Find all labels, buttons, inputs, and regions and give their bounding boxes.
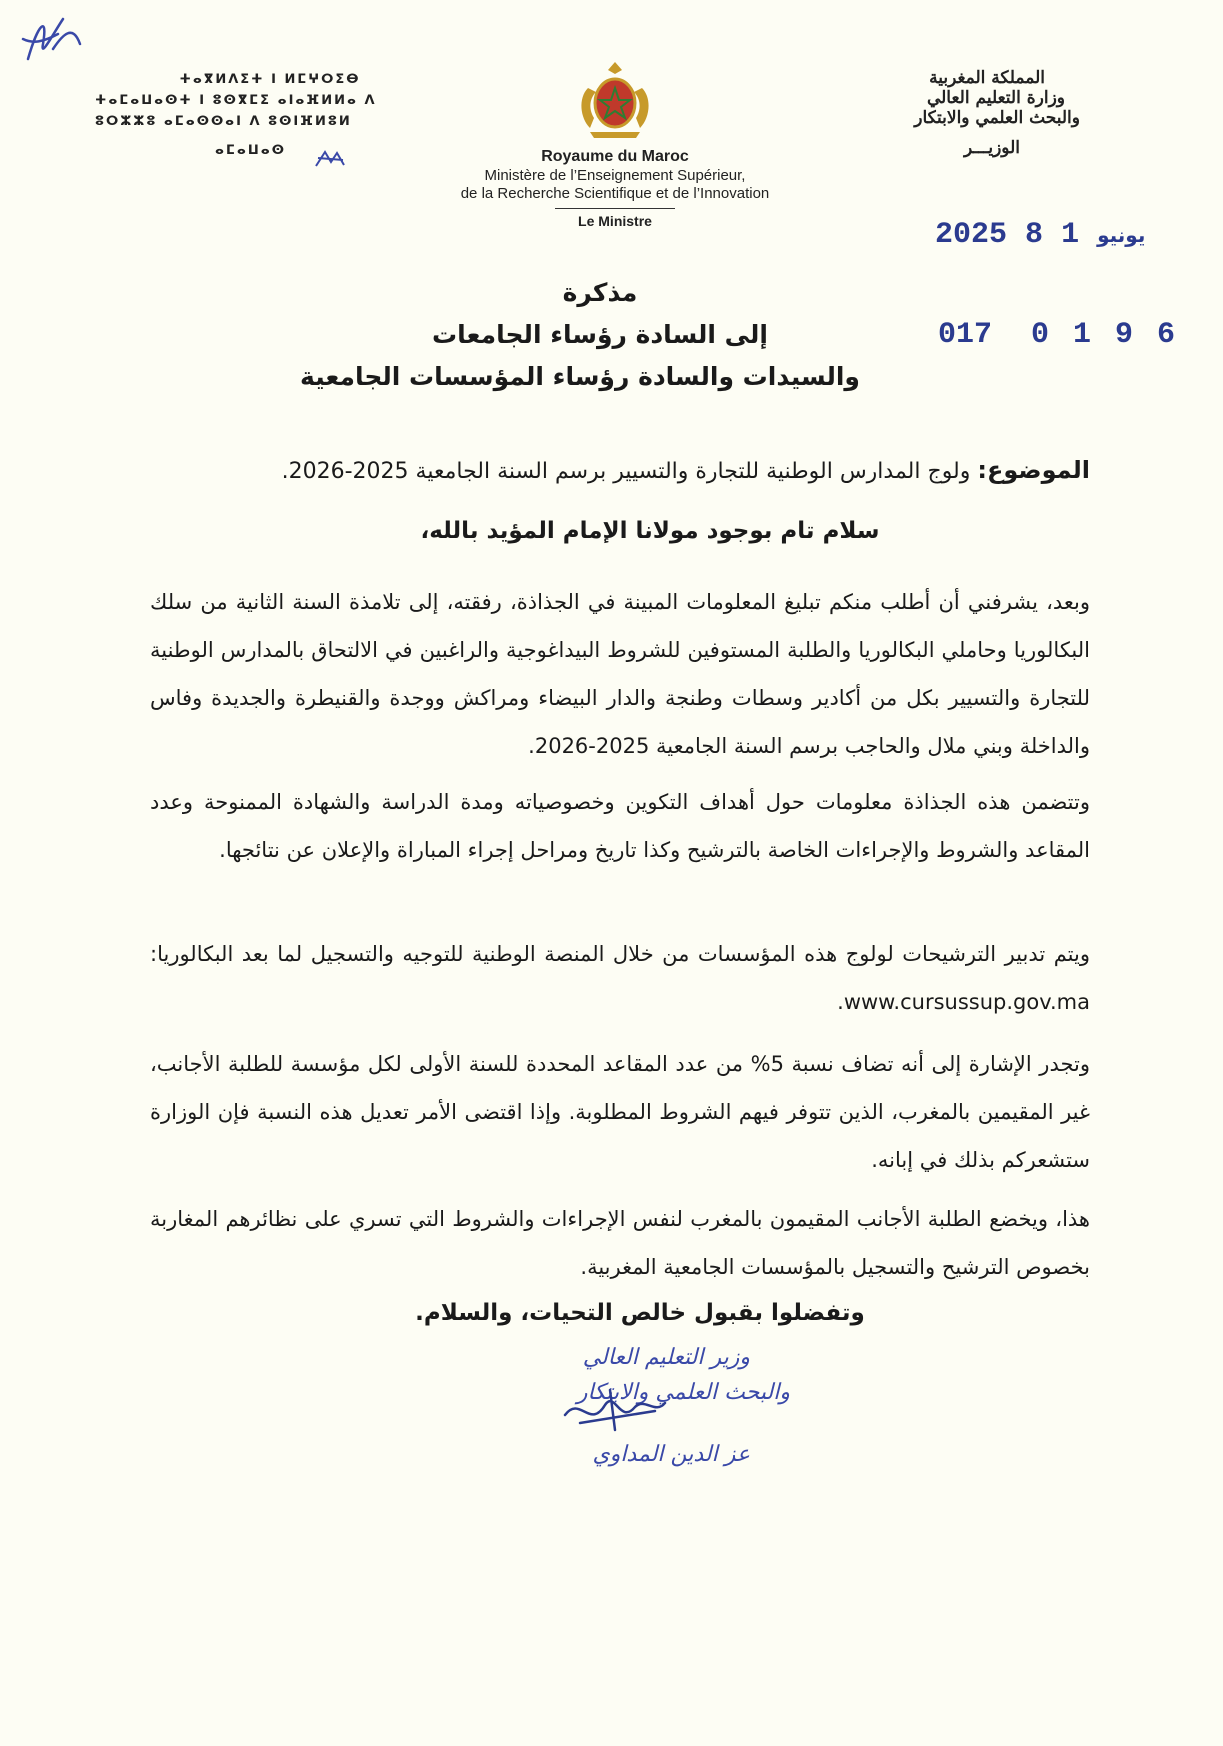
tifinagh-line: ⵜⴰⴳⵍⴷⵉⵜ ⵏ ⵍⵎⵖⵔⵉⴱ — [179, 72, 361, 87]
handwritten-signature — [560, 1385, 670, 1435]
body-paragraph — [150, 1195, 1090, 1291]
ministry-line: Ministère de l’Enseignement Supérieur, — [484, 167, 746, 184]
date-year: 2025 — [935, 218, 1008, 252]
french-header — [405, 148, 825, 229]
reference-stamp — [938, 318, 1178, 352]
arabic-line: والبحث العلمي والابتكار — [914, 108, 1080, 128]
paragraph-text: ويتم تدبير الترشيحات لولوج هذه المؤسسات من خلال المنصة الوطنية للتوجيه والتسجيل لما بعد البكالوريا: www.cursussup.gov.ma. — [150, 942, 1090, 1014]
paragraph-text: وتتضمن هذه الجذاذة معلومات حول أهداف التكوين وخصوصياته ومدة الدراسة والشهادة الممنوحة وعدد المقاعد والشروط والإجراءات الخاصة بالترشيح وكذا تاريخ ومراحل إجراء المباراة والإعلان عن نتائجها. — [150, 790, 1090, 862]
paragraph-text: هذا، ويخضع الطلبة الأجانب المقيمون بالمغرب لنفس الإجراءات والشروط التي تسري على نظائرهم المغاربة بخصوص الترشيح والتسجيل بالمؤسسات الجامعية المغربية. — [150, 1207, 1090, 1279]
arabic-header — [820, 68, 1080, 158]
coat-of-arms-emblem — [570, 58, 660, 140]
signatory-name: عز الدين المداوي — [592, 1442, 750, 1467]
arabic-line: الوزيـــر — [964, 138, 1020, 158]
tifinagh-line: ⵓⵔⵣⵣⵓ ⴰⵎⴰⵙⵙⴰⵏ ⴷ ⵓⵙⵏⴼⵍⵓⵍ — [95, 114, 352, 129]
memo-title: مذكرة — [562, 278, 638, 307]
reference-number: 0 1 9 6 — [1031, 318, 1179, 352]
body-paragraph — [150, 1040, 1090, 1184]
date-stamp — [935, 218, 1145, 252]
tifinagh-line: ⴰⵎⴰⵡⴰⵙ — [215, 143, 286, 158]
greeting: سلام تام بوجود مولانا الإمام المؤيد بالله، — [420, 518, 880, 544]
stamp-mark — [313, 148, 347, 170]
arabic-line: المملكة المغربية — [929, 68, 1045, 88]
signature-title: والبحث العلمي والابتكار — [576, 1380, 790, 1405]
kingdom-name: Royaume du Maroc — [541, 148, 689, 165]
tifinagh-header — [95, 72, 405, 158]
initials-scribble — [8, 4, 88, 74]
tifinagh-line: ⵜⴰⵎⴰⵡⴰⵙⵜ ⵏ ⵓⵙⴳⵎⵉ ⴰⵏⴰⴼⵍⵍⴰ ⴷ — [95, 93, 377, 108]
body-paragraph — [150, 578, 1090, 770]
addressee-line: والسيدات والسادة رؤساء المؤسسات الجامعية — [300, 362, 860, 391]
closing-line: وتفضلوا بقبول خالص التحيات، والسلام. — [415, 1300, 865, 1326]
ministry-line: de la Recherche Scientifique et de l’Innovation — [460, 185, 770, 202]
paragraph-text: وبعد، يشرفني أن أطلب منكم تبليغ المعلومات المبينة في الجذاذة، رفقته، إلى تلامذة السنة الثانية من سلك البكالوريا وحاملي البكالوريا والطلبة المستوفين للشروط البيداغوجية والراغبين في الالتحاق بالمدارس الوطنية للتجارة والتسيير بكل من أكادير وسطات وطنجة والدار البيضاء ومراكش ووجدة والقنيطرة والجديدة وفاس والداخلة وبني ملال والحاجب برسم السنة الجامعية 2025-2026. — [150, 590, 1090, 758]
date-month: يونيو — [1097, 223, 1146, 247]
reference-prefix: 017 — [938, 318, 993, 352]
signature-title: وزير التعليم العالي — [582, 1345, 750, 1370]
paragraph-text: وتجدر الإشارة إلى أنه تضاف نسبة 5% من عدد المقاعد المحددة للسنة الأولى لكل مؤسسة للطلبة الأجانب، غير المقيمين بالمغرب، الذين تتوفر فيهم الشروط المطلوبة. وإذا اقتضى الأمر تعديل هذه النسبة فإن الوزارة ستشعركم بذلك في إبانه. — [150, 1052, 1091, 1172]
arabic-line: وزارة التعليم العالي — [926, 88, 1065, 108]
minister-title: Le Ministre — [578, 213, 652, 229]
body-paragraph — [150, 778, 1090, 874]
body-paragraph — [150, 930, 1090, 1026]
divider — [555, 208, 675, 209]
subject-label: الموضوع: — [977, 456, 1090, 484]
subject-text: ولوج المدارس الوطنية للتجارة والتسيير برسم السنة الجامعية 2025-2026. — [281, 459, 971, 484]
subject-line — [150, 446, 1090, 496]
date-day: 1 8 — [1025, 218, 1080, 252]
addressee-line: إلى السادة رؤساء الجامعات — [432, 320, 768, 349]
